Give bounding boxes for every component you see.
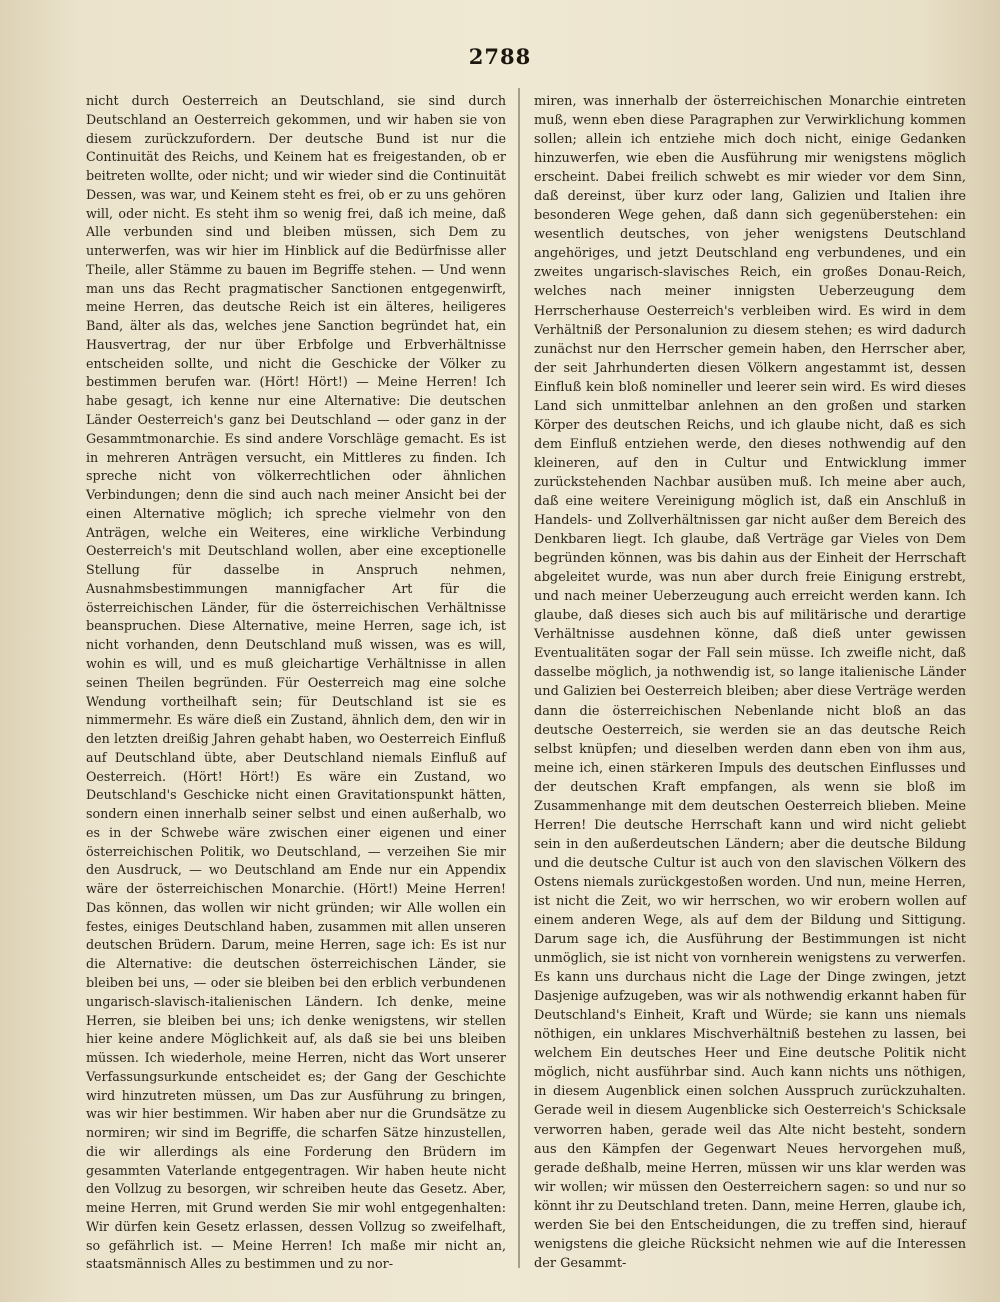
column-divider	[518, 88, 520, 1268]
column-left-text: nicht durch Oesterreich an Deutschland, sie sind durch Deutschland an Oesterreich gekommen, und wir haben sie von diesem zurückzufordern. Der deutsche Bund ist nur die Continuität des Reichs, und Keinem hat es freigestanden, ob er beitreten wollte, oder nicht; und wir wieder sind die Continuität Dessen, was war, und Keinem steht es frei, ob er zu uns gehören will, oder nicht. Es steht ihm so wenig frei, daß ich meine, daß Alle verbunden sind und bleiben müssen, sich Dem zu unterwerfen, was wir hier im Hinblick auf die Bedürfnisse aller Theile, aller Stämme zu bauen im Begriffe stehen. — Und wenn man uns das Recht pragmatischer Sanctionen entgegenwirft, meine Herren, das deutsche Reich ist ein älteres, heiligeres Band, älter als das, welches jene Sanction begründet hat, ein Hausvertrag, der nur über Erbfolge und Erbverhältnisse entscheiden sollte, und nicht die Geschicke der Völker zu bestimmen berufen war. (Hört! Hört!) — Meine Herren! Ich habe gesagt, ich kenne nur eine Alternative: Die deutschen Länder Oesterreich's ganz bei Deutschland — oder ganz in der Gesammtmonarchie. Es sind andere Vorschläge gemacht. Es ist in mehreren Anträgen versucht, ein Mittleres zu finden. Ich spreche nicht von völkerrechtlichen oder ähnlichen Verbindungen; denn die sind auch nach meiner Ansicht bei der einen Alternative möglich; ich spreche vielmehr von den Anträgen, welche ein Weiteres, eine wirkliche Verbindung Oesterreich's mit Deutschland wollen, aber eine exceptionelle Stellung für dasselbe in Anspruch nehmen, Ausnahmsbestimmungen mannigfacher Art für die österreichischen Länder, für die österreichischen Verhältnisse beanspruchen. Diese Alternative, meine Herren, sage ich, ist nicht vorhanden, denn Deutschland muß wissen, was es will, wohin es will, und es muß gleichartige Verhältnisse in allen seinen Theilen begründen. Für Oesterreich mag eine solche Wendung vortheilhaft sein; für Deutschland ist sie es nimmermehr. Es wäre dieß ein Zustand, ähnlich dem, den wir in den letzten dreißig Jahren gehabt haben, wo Oesterreich Einfluß auf Deutschland übte, aber Deutschland niemals Einfluß auf Oesterreich. (Hört! Hört!) Es wäre ein Zustand, wo Deutschland's Geschicke nicht einen Gravitationspunkt hätten, sondern einen innerhalb seiner selbst und einen außerhalb, wo es in der Schwebe wäre zwischen einer eigenen und einer österreichischen Politik, wo Deutschland, — verzeihen Sie mir den Ausdruck, — wo Deutschland am Ende nur ein Appendix wäre der österreichischen Monarchie. (Hört!) Meine Herren! Das können, das wollen wir nicht gründen; wir Alle wollen ein festes, einiges Deutschland haben, zusammen mit allen unseren deutschen Brüdern. Darum, meine Herren, sage ich: Es ist nur die Alternative: die deutschen österreichischen Länder, sie bleiben bei uns, — oder sie bleiben bei den erblich verbundenen ungarisch-slavisch-italienischen Ländern. Ich denke, meine Herren, sie bleiben bei uns; ich denke wenigstens, wir stellen hier keine andere Möglichkeit auf, als daß sie bei uns bleiben müssen. Ich wiederhole, meine Herren, nicht das Wort unserer Verfassungsurkunde entscheidet es; der Gang der Geschichte wird hinzutreten müssen, um Das zur Ausführung zu bringen, was wir hier bestimmen. Wir haben aber nur die Grundsätze zu normiren; wir sind im Begriffe, die scharfen Sätze hinzustellen, die wir allerdings als eine Forderung den Brüdern im gesammten Vaterlande entgegentragen. Wir haben heute nicht den Vollzug zu besorgen, wir schreiben heute das Gesetz. Aber, meine Herren, mit Grund werden Sie mir wohl entgegenhalten: Wir dürfen kein Gesetz erlassen, dessen Vollzug so zweifelhaft, so gefährlich ist. — Meine Herren! Ich maße mir nicht an, staatsmännisch Alles zu bestimmen und zu nor-	[86, 93, 506, 1272]
page-number: 2788	[468, 44, 532, 69]
column-right-text: miren, was innerhalb der österreichischen Monarchie eintreten muß, wenn eben diese Paragraphen zur Verwirklichung kommen sollen; allein ich entziehe mich doch nicht, einige Gedanken hinzuwerfen, wie eben die Ausführung mir wenigstens möglich erscheint. Dabei freilich schwebt es mir wieder vor dem Sinn, daß dereinst, über kurz oder lang, Galizien und Italien ihre besonderen Wege gehen, daß dann sich gegenüberstehen: ein wesentlich deutsches, von jeher wenigstens Deutschland angehöriges, und jetzt Deutschland eng verbundenes, und ein zweites ungarisch-slavisches Reich, ein großes Donau-Reich, welches nach meiner innigsten Ueberzeugung dem Herrscherhause Oesterreich's verbleiben wird. Es wird in dem Verhältniß der Personalunion zu diesem stehen; es wird dadurch zunächst nur den Herrscher gemein haben, den Herrscher aber, der seit Jahrhunderten diesen Völkern angestammt ist, dessen Einfluß kein bloß nomineller und leerer sein wird. Es wird dieses Land sich unmittelbar anlehnen an den großen und starken Körper des deutschen Reichs, und ich glaube nicht, daß es sich dem Einfluß entziehen werde, den dieses nothwendig auf den kleineren, auf den in Cultur und Entwicklung immer zurückstehenden Nachbar ausüben muß. Ich meine aber auch, daß eine weitere Vereinigung möglich ist, daß ein Anschluß in Handels- und Zollverhältnissen gar nicht außer dem Bereich des Denkbaren liegt. Ich glaube, daß Verträge gar Vieles von Dem begründen können, was bis dahin aus der Einheit der Herrschaft abgeleitet wurde, was nun aber durch freie Einigung erstrebt, und nach meiner Ueberzeugung auch erreicht werden kann. Ich glaube, daß dieses sich auch bis auf militärische und derartige Verhältnisse ausdehnen könne, daß dieß unter gewissen Eventualitäten sogar der Fall sein müsse. Ich zweifle nicht, daß dasselbe möglich, ja nothwendig ist, so lange italienische Länder und Galizien bei Oesterreich bleiben; aber diese Verträge werden dann die österreichischen Nebenlande nicht bloß an das deutsche Oesterreich, sie werden sie an das deutsche Reich selbst knüpfen; und dieselben werden dann eben von ihm aus, meine ich, einen stärkeren Impuls des deutschen Einflusses und der deutschen Kraft empfangen, als wenn sie bloß im Zusammenhange mit dem deutschen Oesterreich blieben. Meine Herren! Die deutsche Herrschaft kann und wird nicht geliebt sein in den außerdeutschen Ländern; aber die deutsche Bildung und die deutsche Cultur ist auch von den slavischen Völkern des Ostens niemals zurückgestoßen worden. Und nun, meine Herren, ist nicht die Zeit, wo wir herrschen, wo wir erobern wollen auf einem anderen Wege, als auf dem der Bildung und Sittigung. Darum sage ich, die Ausführung der Bestimmungen ist nicht unmöglich, sie ist nicht von vornherein wenigstens zu verwerfen. Es kann uns durchaus nicht die Lage der Dinge zwingen, jetzt Dasjenige aufzugeben, was wir als nothwendig erkannt haben für Deutschland's Einheit, Kraft und Würde; sie kann uns niemals nöthigen, ein unklares Mischverhältniß bestehen zu lassen, bei welchem Ein deutsches Heer und Eine deutsche Politik nicht möglich, nicht ausführbar sind. Auch kann nichts uns nöthigen, in diesem Augenblick einen solchen Ausspruch zurückzuhalten. Gerade weil in diesem Augenblicke sich Oesterreich's Schicksale verworren haben, gerade weil das Alte nicht besteht, sondern aus den Kämpfen der Gegenwart Neues hervorgehen muß, gerade deßhalb, meine Herren, müssen wir uns klar werden was wir wollen; wir müssen den Oesterreichern sagen: so und nur so könnt ihr zu Deutschland treten. Dann, meine Herren, glaube ich, werden Sie bei den Entscheidungen, die zu treffen sind, hierauf wenigstens die gleiche Rücksicht nehmen wie auf die Interessen der Gesammt-	[534, 94, 966, 1271]
text-column-left	[86, 92, 506, 1274]
text-column-right	[534, 92, 966, 1273]
